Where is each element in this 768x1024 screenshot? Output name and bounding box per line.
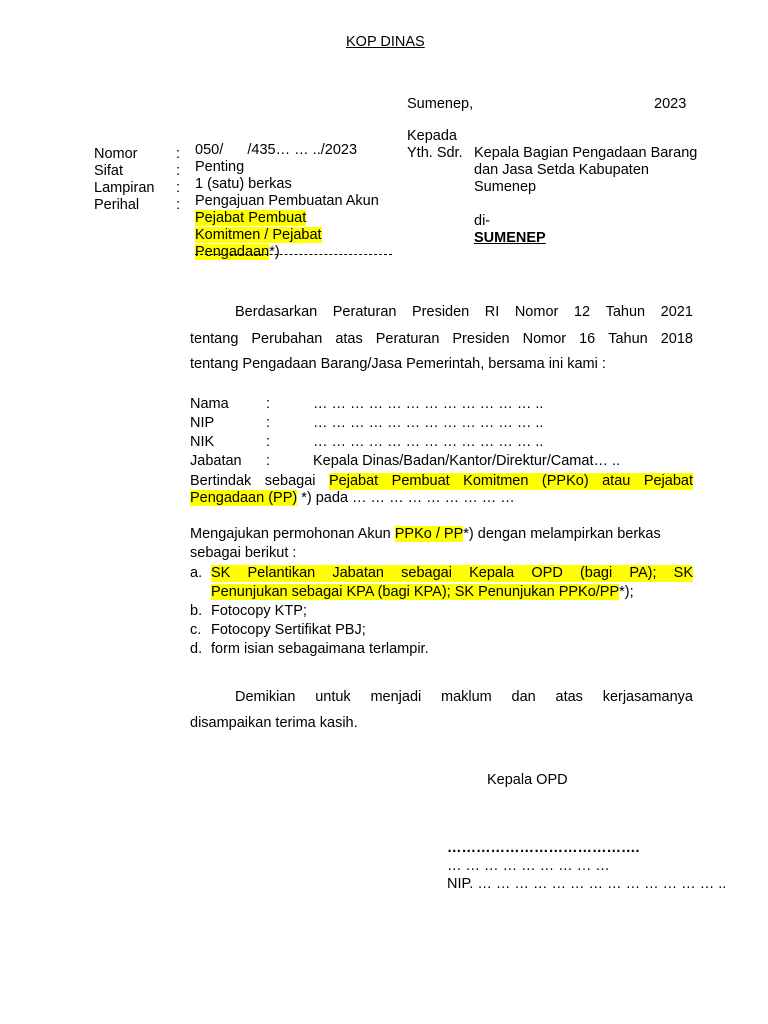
year: 2023 — [654, 96, 687, 112]
perihal-highlight: Pejabat Pembuat — [195, 210, 307, 226]
field-label: NIK — [190, 434, 215, 450]
signature-title: Kepala OPD — [487, 772, 568, 788]
bertindak-line-2 — [190, 490, 515, 507]
perihal-label: Perihal — [94, 197, 140, 213]
list-item-b: Fotocopy KTP; — [211, 603, 307, 619]
closing-word: maklum — [441, 689, 492, 705]
lampiran-value: 1 (satu) berkas — [195, 176, 292, 192]
list-marker: c. — [190, 622, 202, 638]
paragraph-1-line-2 — [190, 331, 693, 348]
list-item-c: Fotocopy Sertifikat PBJ; — [211, 622, 366, 638]
list-item-a-line2 — [211, 584, 634, 601]
mengajukan-post: *) dengan melampirkan berkas — [463, 526, 661, 542]
kop-dinas: KOP DINAS — [346, 34, 425, 50]
colon: : — [176, 197, 181, 213]
closing-word: kerjasamanya — [602, 689, 693, 705]
paragraph-word: Peraturan — [375, 331, 440, 347]
paragraph-word: Nomor — [522, 331, 567, 347]
paragraph-word: 2018 — [660, 331, 693, 347]
list-item-a-highlight: Penunjukan sebagai KPA (bagi KPA); SK Penunjukan PPKo/PP — [211, 584, 620, 600]
closing-word: Demikian — [235, 689, 296, 705]
signature-sub-line: … … … … … … … … … — [447, 858, 610, 874]
bertindak-highlight: Pejabat Pembuat Komitmen (PPKo) atau Pejabat — [329, 473, 693, 489]
colon: : — [176, 180, 181, 196]
ppko-pp-highlight: PPKo / PP — [394, 526, 464, 542]
perihal-highlight: Pengadaan — [195, 244, 270, 260]
paragraph-word: Tahun — [605, 304, 646, 320]
paragraph-word: Tahun — [608, 331, 648, 347]
mengajukan-line — [190, 526, 661, 543]
paragraph-1-line-3: tentang Pengadaan Barang/Jasa Pemerintah, bersama ini kami : — [190, 356, 606, 372]
mengajukan-pre: Mengajukan permohonan Akun — [190, 526, 395, 542]
recipient-line3: Sumenep — [474, 179, 537, 195]
perihal-value-line2 — [195, 210, 306, 227]
list-item-a-suffix: *); — [619, 584, 634, 600]
field-value: … … … … … … … … … … … … .. — [313, 434, 544, 450]
sifat-label: Sifat — [94, 163, 124, 179]
closing-line-2: disampaikan terima kasih. — [190, 715, 358, 731]
list-marker: a. — [190, 565, 203, 581]
list-item-d: form isian sebagaimana terlampir. — [211, 641, 429, 657]
paragraph-word: atas — [335, 331, 363, 347]
place: Sumenep, — [407, 96, 474, 112]
bertindak-line-2-rest: *) pada … … … … … … … … … — [297, 490, 515, 506]
signature-nip: NIP. … … … … … … … … … … … … … .. — [447, 876, 727, 892]
signature-name-line: …………………………………. — [447, 840, 640, 856]
pp-highlight: Pengadaan (PP) — [190, 490, 298, 506]
paragraph-word: Perubahan — [251, 331, 323, 347]
closing-line-1 — [235, 689, 693, 706]
bertindak-word: Bertindak — [190, 473, 252, 489]
paragraph-word: Presiden — [412, 304, 470, 320]
field-value: … … … … … … … … … … … … .. — [313, 396, 544, 412]
colon: : — [176, 163, 181, 179]
bertindak-word: sebagai — [264, 473, 316, 489]
paragraph-word: Nomor — [514, 304, 559, 320]
recipient-city: SUMENEP — [474, 230, 546, 246]
closing-word: untuk — [315, 689, 351, 705]
field-colon: : — [266, 415, 271, 431]
nomor-value: 050/ /435… … ../2023 — [195, 142, 358, 158]
field-colon: : — [266, 453, 271, 469]
paragraph-word: Peraturan — [332, 304, 397, 320]
paragraph-word: 12 — [573, 304, 591, 320]
recipient-line2: dan Jasa Setda Kabupaten — [474, 162, 649, 178]
paragraph-word: 16 — [579, 331, 596, 347]
list-marker: b. — [190, 603, 203, 619]
paragraph-word: 2021 — [660, 304, 693, 320]
paragraph-word: Berdasarkan — [235, 304, 318, 320]
paragraph-word: tentang — [190, 331, 239, 347]
field-label: NIP — [190, 415, 215, 431]
paragraph-word: Presiden — [452, 331, 510, 347]
perihal-value-line1: Pengajuan Pembuatan Akun — [195, 193, 379, 209]
perihal-value-line4 — [195, 244, 280, 261]
closing-word: menjadi — [370, 689, 422, 705]
closing-word: dan — [511, 689, 536, 705]
field-colon: : — [266, 396, 271, 412]
paragraph-1-line-1 — [235, 304, 693, 321]
sifat-value: Penting — [195, 159, 245, 175]
sebagai-line: sebagai berikut : — [190, 545, 297, 561]
asterisk-note: *) — [269, 244, 280, 260]
perihal-highlight: Komitmen / Pejabat — [195, 227, 322, 243]
bertindak-line-1 — [190, 473, 693, 490]
kepada: Kepada — [407, 128, 457, 144]
yth: Yth. Sdr. — [407, 145, 463, 161]
field-value: … … … … … … … … … … … … .. — [313, 415, 544, 431]
recipient-line1: Kepala Bagian Pengadaan Barang — [474, 145, 698, 161]
list-item-a-line1: SK Pelantikan Jabatan sebagai Kepala OPD (bagi PA); SK — [211, 565, 693, 581]
lampiran-label: Lampiran — [94, 180, 155, 196]
perihal-value-line3 — [195, 227, 322, 244]
list-marker: d. — [190, 641, 203, 657]
field-colon: : — [266, 434, 271, 450]
di: di- — [474, 213, 491, 229]
field-value: Kepala Dinas/Badan/Kantor/Direktur/Camat… .. — [313, 453, 621, 469]
colon: : — [176, 146, 181, 162]
field-label: Jabatan — [190, 453, 242, 469]
paragraph-word: RI — [484, 304, 500, 320]
closing-word: atas — [555, 689, 583, 705]
dashed-divider — [195, 254, 392, 255]
field-label: Nama — [190, 396, 229, 412]
nomor-label: Nomor — [94, 146, 138, 162]
